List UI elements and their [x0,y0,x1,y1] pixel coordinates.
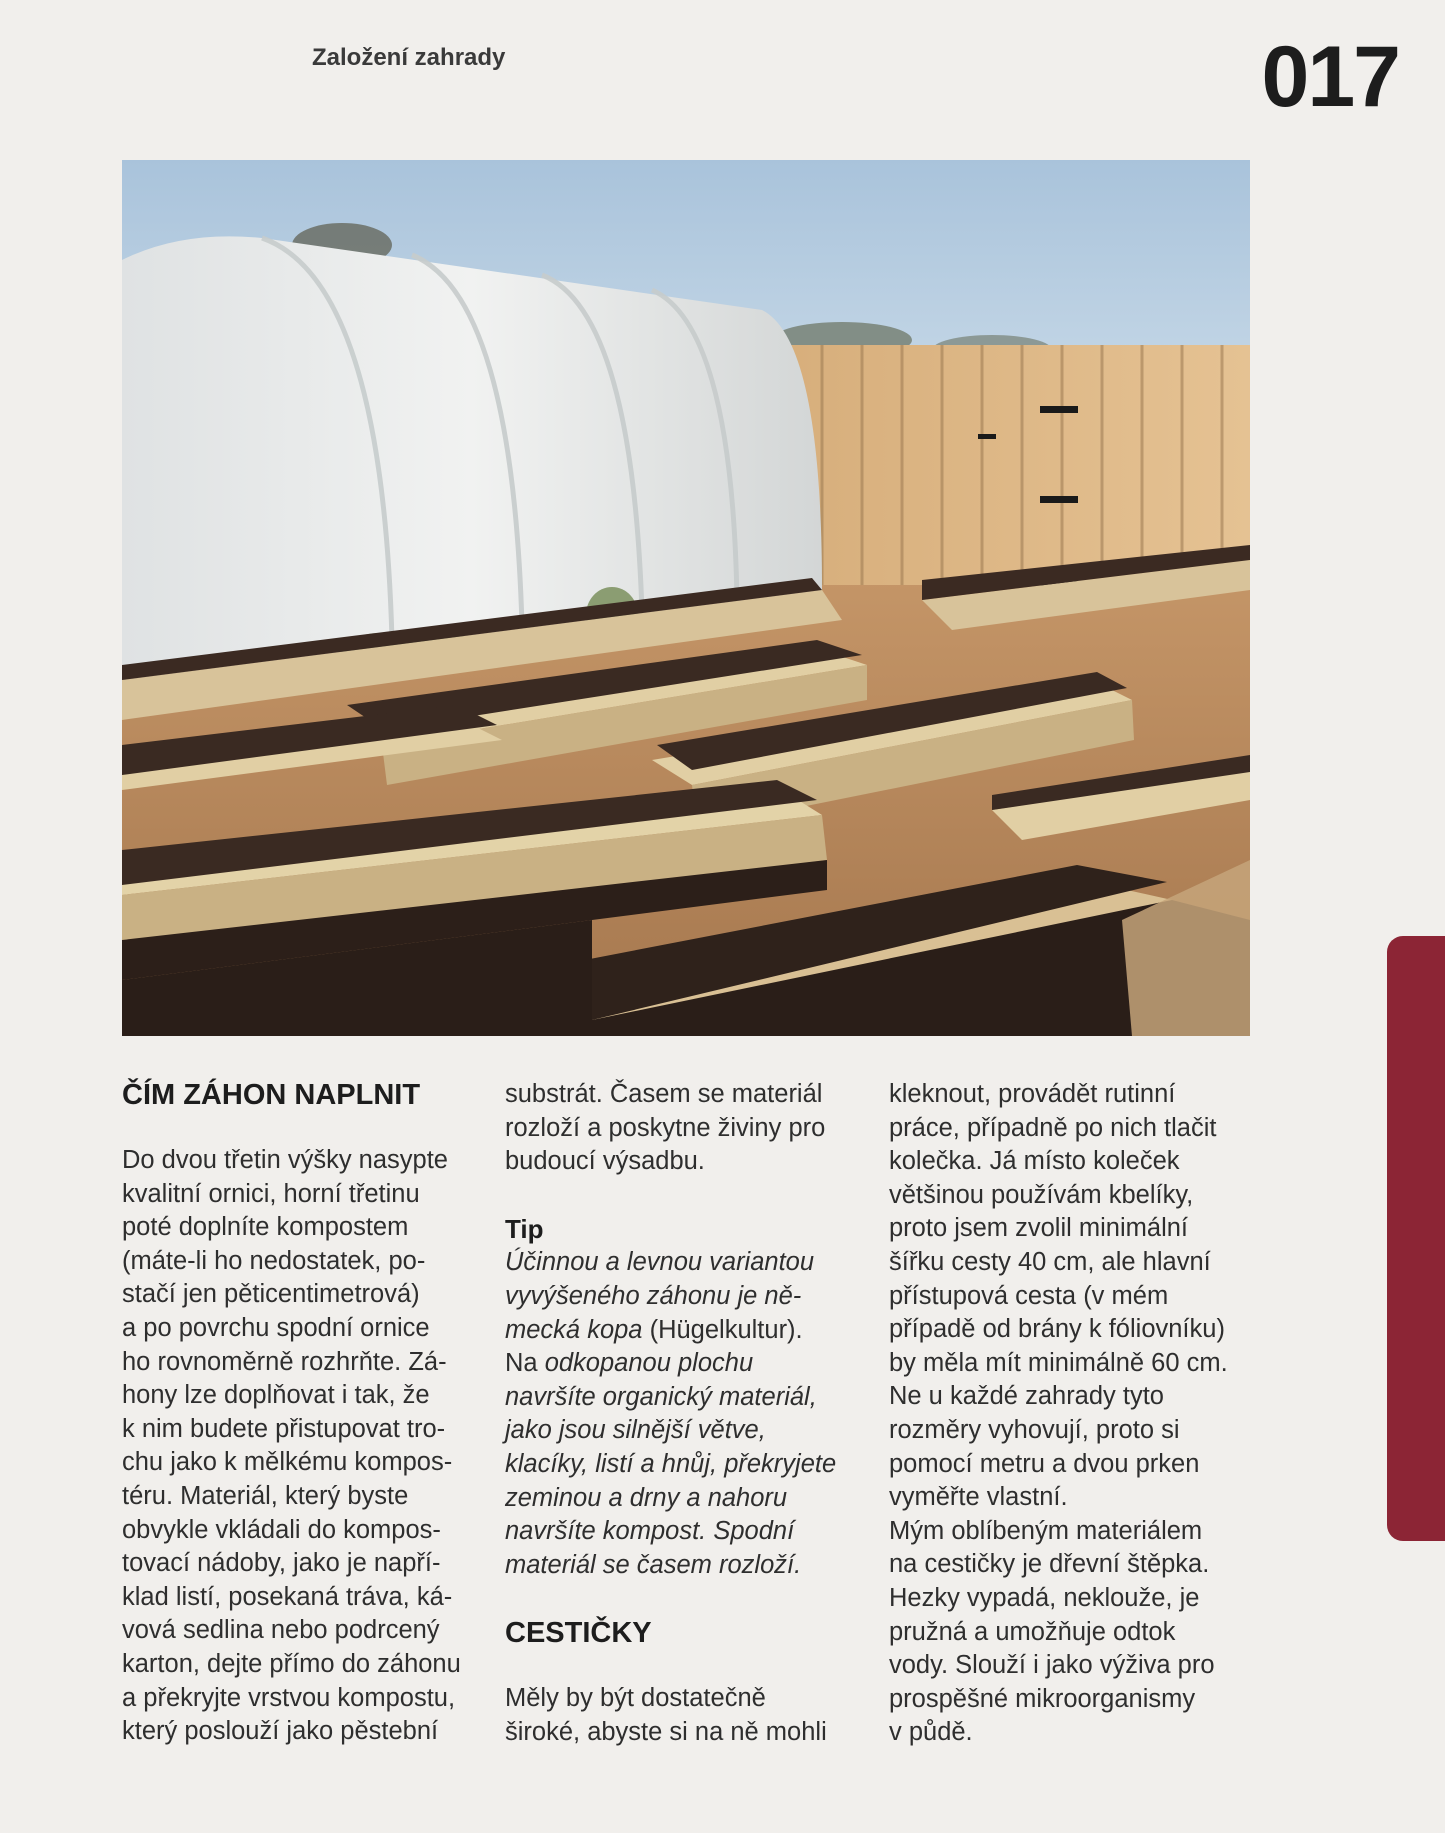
paragraph-fill [122,1144,484,1749]
tip-text: klacíky, listí a hnůj, překryjete [505,1449,837,1478]
text-line: vová sedlina nebo podrcený [122,1616,440,1645]
tip-text: navršíte organický materiál, [505,1382,817,1411]
text-line: vyměřte vlastní. [889,1483,1068,1512]
section-heading-fill: ČÍM ZÁHON NAPLNIT [122,1079,421,1111]
text-line: kvalitní ornici, horní třetinu [122,1179,420,1208]
tip-text: (Hügelkultur). [642,1315,803,1344]
text-line: Měly by být dostatečně [505,1684,766,1713]
text-line: chu jako k mělkému kompos- [122,1448,453,1477]
text-line: obvykle vkládali do kompos- [122,1515,441,1544]
tip-title: Tip [505,1213,544,1244]
text-line: k nim budete přistupovat tro- [122,1414,446,1443]
text-line: prospěšné mikroorganismy [889,1684,1196,1713]
tip-text: Na [505,1349,545,1378]
text-line: široké, abyste si na ně mohli [505,1717,827,1746]
text-column-3 [889,1078,1251,1750]
photo-illustration [122,160,1250,1036]
tip-line [505,1246,867,1280]
tip-paragraph [505,1246,867,1582]
tip-line [505,1381,867,1415]
text-line: přístupová cesta (v mém [889,1281,1169,1310]
text-line: rozměry vyhovují, proto si [889,1415,1180,1444]
section-heading-paths: CESTIČKY [505,1617,652,1650]
text-line: vody. Slouží i jako výživa pro [889,1651,1215,1680]
text-line: Hezky vypadá, neklouže, je [889,1583,1200,1612]
section-label: Založení zahrady [312,44,506,71]
tip-text: vyvýšeného záhonu je ně- [505,1281,802,1310]
tip-text: mecká kopa [505,1315,643,1344]
tip-text: zeminou a drny a nahoru [505,1483,788,1512]
tip-text: navršíte kompost. Spodní [505,1517,795,1546]
text-line: na cestičky je dřevní štěpka. [889,1550,1210,1579]
paragraph-paths [505,1682,867,1749]
text-column-1 [122,1078,484,1749]
text-line: stačí jen pěticentimetrová) [122,1280,420,1309]
text-line: pružná a umožňuje odtok [889,1617,1176,1646]
tip-line [505,1314,867,1348]
raised-garden-beds-photo [122,160,1250,1036]
tip-text: Účinnou a levnou variantou [505,1248,815,1277]
text-line: poté doplníte kompostem [122,1213,409,1242]
text-line: téru. Materiál, který byste [122,1481,409,1510]
text-line: budoucí výsadbu. [505,1147,705,1176]
text-line: většinou používám kbelíky, [889,1180,1194,1209]
paragraph-continuation [505,1078,867,1179]
text-line: pomocí metru a dvou prken [889,1449,1200,1478]
text-line: rozloží a poskytne živiny pro [505,1113,826,1142]
page-number: 017 [1261,29,1399,125]
text-line: by měla mít minimálně 60 cm. [889,1348,1228,1377]
text-line: klad listí, posekaná tráva, ká- [122,1582,453,1611]
text-line: tovací nádoby, jako je napří- [122,1549,441,1578]
text-column-2 [505,1078,867,1750]
tip-line [505,1515,867,1549]
tip-line [505,1280,867,1314]
tip-line [505,1414,867,1448]
text-line: (máte-li ho nedostatek, po- [122,1246,426,1275]
text-line: Ne u každé zahrady tyto [889,1382,1164,1411]
text-line: Mým oblíbeným materiálem [889,1516,1203,1545]
text-line: případě od brány k fóliovníku) [889,1315,1225,1344]
text-line: a po povrchu spodní ornice [122,1313,430,1342]
tip-text: jako jsou silnější větve, [505,1416,766,1445]
text-line: kolečka. Já místo koleček [889,1147,1180,1176]
tip-line [505,1448,867,1482]
text-line: ho rovnoměrně rozhrňte. Zá- [122,1347,447,1376]
text-line: karton, dejte přímo do záhonu [122,1649,461,1678]
text-line: šířku cesty 40 cm, ale hlavní [889,1247,1211,1276]
text-line: kleknout, provádět rutinní [889,1080,1176,1108]
tip-text: materiál se časem rozloží. [505,1550,802,1579]
tip-line [505,1482,867,1516]
text-line: substrát. Časem se materiál [505,1080,823,1108]
text-line: proto jsem zvolil minimální [889,1214,1189,1243]
tip-text: odkopanou plochu [544,1349,754,1378]
paragraph-paths-continuation [889,1078,1251,1750]
text-line: a překryjte vrstvou kompostu, [122,1683,456,1712]
text-line: Do dvou třetin výšky nasypte [122,1146,448,1174]
tip-line [505,1347,867,1381]
tip-line [505,1549,867,1583]
text-line: který poslouží jako pěstební [122,1717,439,1746]
chapter-thumb-tab [1387,936,1445,1541]
text-line: práce, případně po nich tlačit [889,1113,1217,1142]
text-line: hony lze doplňovat i tak, že [122,1381,430,1410]
text-line: v půdě. [889,1718,973,1747]
